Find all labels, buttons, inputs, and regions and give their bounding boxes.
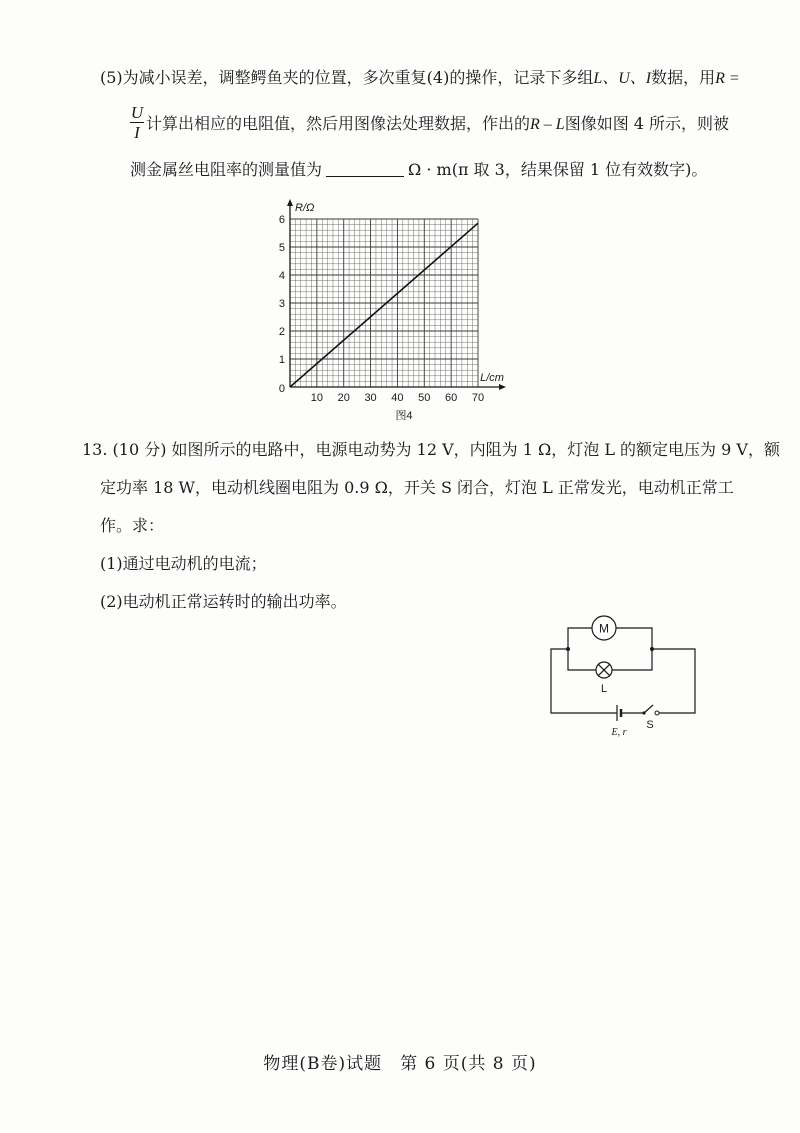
chart-title: 图4 [395, 410, 413, 422]
r-l-label: R – L [530, 116, 565, 133]
wire-motor-left [568, 628, 592, 649]
junction-right [650, 647, 654, 651]
y-tick-label: 2 [278, 326, 285, 338]
y-tick-label: 6 [278, 214, 285, 226]
switch-contact [655, 711, 659, 715]
x-axis-label: L/cm [480, 372, 504, 384]
y-tick-label: 3 [278, 298, 285, 310]
y-tick-label: 4 [278, 270, 285, 282]
q13-line-1: 13. (10 分) 如图所示的电路中，电源电动势为 12 V，内阻为 1 Ω，灯泡 L 的额定电压为 9 V，额 [82, 440, 780, 459]
q13-line-3: 作。求： [100, 516, 165, 535]
y-axis-arrow [287, 199, 293, 206]
x-tick-label: 10 [310, 392, 323, 404]
x-tick-label: 20 [337, 392, 350, 404]
u-over-i-fraction: U I [130, 103, 144, 142]
x-tick-label: 60 [445, 392, 458, 404]
y-tick-label: 1 [278, 354, 285, 366]
circuit-diagram [540, 612, 710, 742]
switch-lever-icon [644, 705, 653, 713]
x-tick-label: 30 [364, 392, 377, 404]
y-axis-label: R/Ω [295, 202, 315, 214]
x-tick-label: 70 [471, 392, 485, 404]
chart-labels [279, 202, 504, 422]
x-tick-label: 40 [391, 392, 404, 404]
lamp-label: L [600, 683, 608, 695]
var-list: L、U、I [593, 70, 652, 87]
q13-sub-2: (2)电动机正常运转时的输出功率。 [100, 592, 347, 611]
r-l-chart [270, 192, 530, 424]
junction-left [566, 647, 570, 651]
q12-5-line-1: (5)为减小误差，调整鳄鱼夹的位置，多次重复(4)的操作，记录下多组L、U、I数据，用R = [100, 68, 740, 87]
answer-blank [326, 160, 404, 177]
r-equals: R = [715, 70, 740, 87]
wire-lamp-right [612, 649, 652, 670]
origin-label: 0 [278, 383, 285, 395]
motor-label: M [599, 621, 609, 636]
q12-5-line-2: 计算出相应的电阻值，然后用图像法处理数据，作出的R – L图像如图 4 所示，则被 [146, 114, 730, 133]
switch-label: S [646, 719, 654, 731]
page-footer: 物理(B卷)试题 第 6 页(共 8 页) [263, 1054, 537, 1074]
wire-outer-right [652, 649, 695, 713]
q13-sub-1: (1)通过电动机的电流； [100, 554, 267, 573]
wire-lamp-left [568, 649, 596, 670]
chart-series [290, 223, 478, 387]
x-axis-arrow [499, 384, 506, 390]
switch-pivot [642, 711, 645, 714]
y-tick-label: 5 [278, 242, 285, 254]
x-tick-label: 50 [418, 392, 431, 404]
series-line [290, 223, 478, 387]
q13-line-2: 定功率 18 W，电动机线圈电阻为 0.9 Ω，开关 S 闭合，灯泡 L 正常发光，电动机正常工 [100, 478, 734, 497]
wire-motor-right [616, 628, 652, 649]
source-label: E, r [611, 727, 627, 738]
wire-outer-left [551, 649, 617, 713]
q12-5-line-3: 测金属丝电阻率的测量值为 Ω · m(π 取 3，结果保留 1 位有效数字)。 [130, 160, 708, 179]
